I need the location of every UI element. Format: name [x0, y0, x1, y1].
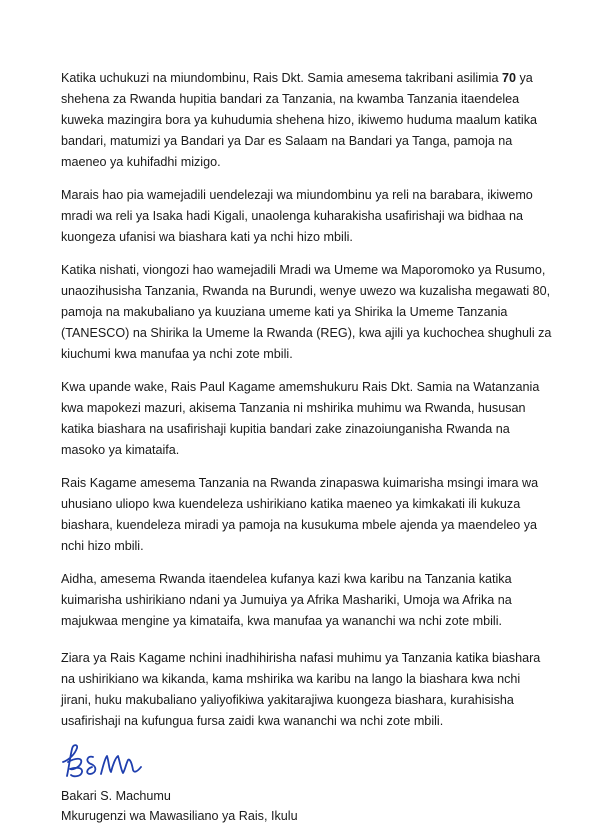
- signer-title: Mkurugenzi wa Mawasiliano ya Rais, Ikulu: [61, 809, 298, 823]
- paragraph-kagame-thanks: Kwa upande wake, Rais Paul Kagame amemshukuru Rais Dkt. Samia na Watanzania kwa mapokezi mazuri, akisema Tanzania ni mshirika muhimu wa Rwanda, hususan katika biashara na usafirishaji kupitia bandari zake zinazoiunganisha Rwanda na masoko ya kimataifa.: [61, 380, 540, 457]
- signer-name: Bakari S. Machumu: [61, 789, 171, 803]
- paragraph-transport-before: Katika uchukuzi na miundombinu, Rais Dkt. Samia amesema takribani asilimia: [61, 71, 502, 85]
- paragraph-energy: Katika nishati, viongozi hao wamejadili Mradi wa Umeme wa Maporomoko ya Rusumo, unaozihusisha Tanzania, Rwanda na Burundi, wenye uwezo wa kuzalisha megawati 80, pamoja na makubaliano ya kuuziana umeme kati ya Shirika la Umeme Tanzania (TANESCO) na Shirika la Umeme la Rwanda (REG), kwa ajili ya kuchochea shughuli za kiuchumi kwa manufaa ya nchi zote mbili.: [61, 263, 552, 361]
- handwritten-signature: [59, 740, 149, 782]
- paragraph-visit-significance: Ziara ya Rais Kagame nchini inadhihirisha nafasi muhimu ya Tanzania katika biashara na ushirikiano wa kikanda, kama mshirika wa karibu na lango la biashara kwa nchi jirani, huku makubaliano yaliyofikiwa yakitarajiwa kuongeza biashara, kurahisisha usafirishaji na kufungua fursa zaidi kwa wananchi wa nchi zote mbili.: [61, 651, 541, 728]
- percentage-value: 70: [501, 71, 516, 85]
- paragraph-kagame-relations: Rais Kagame amesema Tanzania na Rwanda zinapaswa kuimarisha msingi imara wa uhusiano uliopo kwa kuendeleza ushirikiano katika maeneo ya kimkakati ili kukuza biashara, kuendeleza miradi ya pamoja na kusukuma mbele ajenda ya maendeleo ya nchi hizo mbili.: [61, 476, 539, 553]
- paragraph-infrastructure: Marais hao pia wamejadili uendelezaji wa miundombinu ya reli na barabara, ikiwemo mradi wa reli ya Isaka hadi Kigali, unaolenga kuharakisha usafirishaji wa bidhaa na kuongeza ufanisi wa biashara kati ya nchi hizo mbili.: [61, 188, 533, 244]
- paragraph-transport-after: ya shehena za Rwanda hupitia bandari za Tanzania, na kwamba Tanzania itaendelea kuweka mazingira bora ya kuhudumia shehena hizo, ikiwemo huduma maalum katika bandari, matumizi ya Bandari ya Dar es Salaam na Bandari ya Tanga, pamoja na maeneo ya kuhifadhi mizigo.: [61, 71, 538, 169]
- paragraph-regional-cooperation: Aidha, amesema Rwanda itaendelea kufanya kazi kwa karibu na Tanzania katika kuimarisha ushirikiano ndani ya Jumuiya ya Afrika Mashariki, Umoja wa Afrika na majukwaa mengine ya kimataifa, kwa manufaa ya wananchi wa nchi zote mbili.: [61, 572, 512, 628]
- paragraph-transport: [61, 68, 552, 173]
